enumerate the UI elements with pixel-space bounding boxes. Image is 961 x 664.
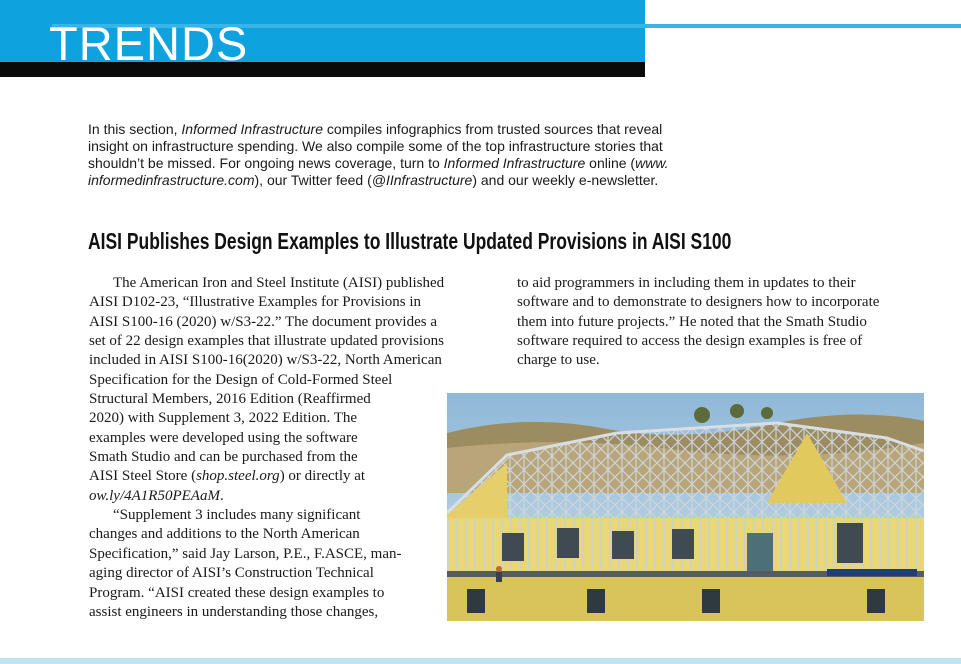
- article-text: aging director of AISI’s Construction Technical: [89, 565, 374, 582]
- bottom-rule: [0, 658, 961, 664]
- article-text: included in AISI S100-16(2020) w/S3-22, North American: [89, 352, 442, 369]
- short-url-link[interactable]: ow.ly/4A1R50PEAaM: [89, 487, 220, 504]
- website-link[interactable]: www.: [635, 155, 669, 171]
- article-text: .: [219, 487, 224, 504]
- article-text: set of 22 design examples that illustrate updated provisions: [89, 333, 444, 350]
- article-text: “Supplement 3 includes many significant: [113, 507, 361, 524]
- article-column-right: [517, 274, 879, 371]
- article-text: ) or directly at: [279, 468, 366, 485]
- article-text: AISI S100-16 (2020) w/S3-22.” The document provides a: [89, 313, 438, 330]
- article-text: Program. “AISI created these design examples to: [89, 584, 385, 601]
- article-text: Structural Members, 2016 Edition (Reaffirmed: [89, 391, 371, 408]
- article-text: examples were developed using the software: [89, 429, 358, 446]
- article-text: Smath Studio and can be purchased from the: [89, 449, 358, 466]
- article-text: AISI Steel Store (: [89, 468, 197, 485]
- article-text: 2020) with Supplement 3, 2022 Edition. The: [89, 410, 358, 427]
- construction-photo: [447, 393, 924, 621]
- article-column-left: [89, 274, 444, 622]
- article-text: charge to use.: [517, 352, 600, 369]
- article-headline: AISI Publishes Design Examples to Illustrate Updated Provisions in AISI S100: [88, 228, 732, 254]
- article-text: AISI D102-23, “Illustrative Examples for Provisions in: [89, 294, 422, 311]
- article-text: to aid programmers in including them in updates to their: [517, 275, 856, 291]
- article-text: software and to demonstrate to designers how to incorporate: [517, 294, 880, 311]
- steel-store-link[interactable]: shop.steel.org: [196, 468, 280, 485]
- steel-framing-illustration: [447, 393, 924, 621]
- intro-text: online (: [585, 155, 636, 171]
- article-text: software required to access the design examples is free of: [517, 333, 863, 350]
- twitter-handle-link[interactable]: @IInfrastructure: [371, 172, 473, 188]
- article-text: The American Iron and Steel Institute (AISI) published: [113, 275, 445, 291]
- publication-name: Informed Infrastructure: [181, 121, 324, 137]
- article-text: assist engineers in understanding those changes,: [89, 603, 379, 620]
- article-text: changes and additions to the North American: [89, 526, 360, 543]
- publication-name: Informed Infrastructure: [443, 155, 586, 171]
- intro-text: ), our Twitter feed (: [254, 172, 372, 188]
- article-text: them into future projects.” He noted that the Smath Studio: [517, 313, 867, 330]
- section-title: TRENDS: [49, 17, 249, 70]
- intro-paragraph: [88, 121, 728, 189]
- intro-text: compiles infographics from trusted sources that reveal: [323, 121, 663, 137]
- intro-text: shouldn’t be missed. For ongoing news coverage, turn to: [88, 155, 444, 171]
- website-link[interactable]: informedinfrastructure.com: [88, 172, 255, 188]
- intro-text: ) and our weekly e-newsletter.: [472, 172, 659, 188]
- intro-text: In this section,: [88, 121, 182, 137]
- intro-text: insight on infrastructure spending. We also compile some of the top infrastructure stories that: [88, 138, 663, 154]
- article-text: Specification for the Design of Cold-Formed Steel: [89, 371, 393, 388]
- article-text: Specification,” said Jay Larson, P.E., F.ASCE, man-: [89, 545, 402, 562]
